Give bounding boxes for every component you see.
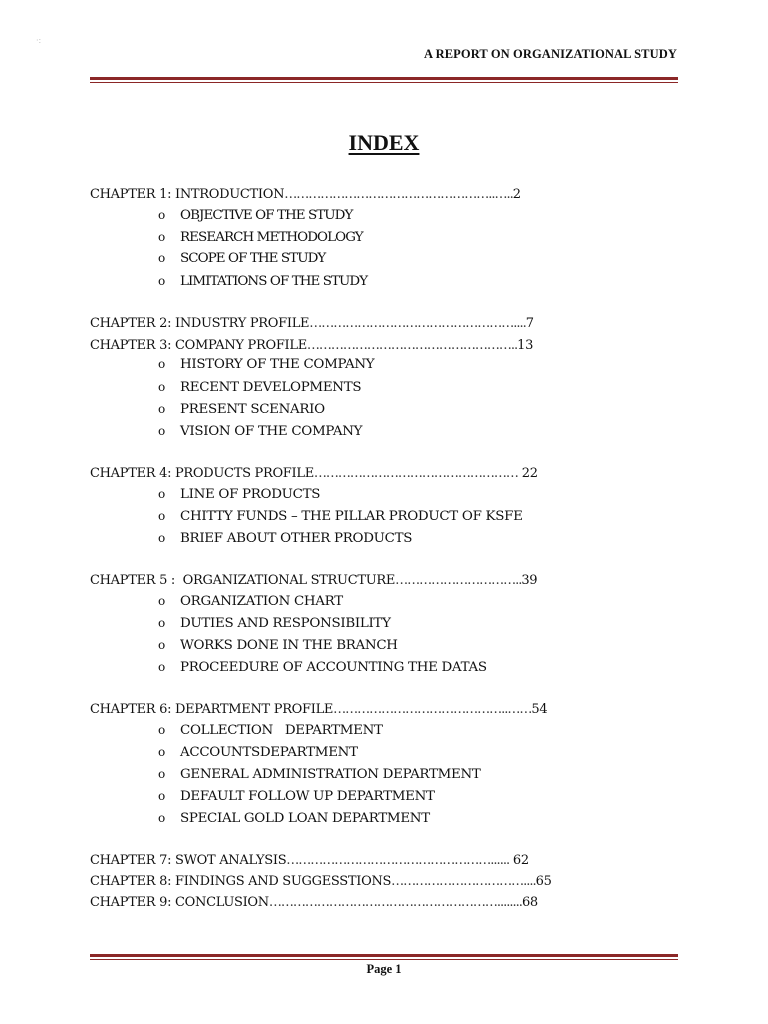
toc-item[interactable]: o CHITTY FUNDS – THE PILLAR PRODUCT OF KSFE	[158, 509, 523, 524]
bullet-icon: o	[158, 380, 165, 394]
toc-chapter-5[interactable]: CHAPTER 5 : ORGANIZATIONAL STRUCTURE…………………………..39	[90, 573, 538, 588]
header-rule	[90, 77, 678, 83]
toc-item[interactable]: o PROCEEDURE OF ACCOUNTING THE DATAS	[158, 660, 487, 675]
toc-chapter-1[interactable]: CHAPTER 1: INTRODUCTION……………………………………………..…..2	[90, 187, 521, 202]
toc-item[interactable]: o ORGANIZATION CHART	[158, 594, 343, 609]
bullet-icon: o	[158, 660, 165, 674]
toc-item[interactable]: o ACCOUNTSDEPARTMENT	[158, 745, 358, 760]
bullet-icon: o	[158, 789, 165, 803]
toc-item[interactable]: o SCOPE OF THE STUDY	[158, 251, 326, 266]
bullet-icon: o	[158, 723, 165, 737]
toc-item[interactable]: o SPECIAL GOLD LOAN DEPARTMENT	[158, 811, 430, 826]
bullet-icon: o	[158, 531, 165, 545]
bullet-icon: o	[158, 230, 165, 244]
running-header: A REPORT ON ORGANIZATIONAL STUDY	[423, 47, 677, 61]
bullet-icon: o	[158, 357, 165, 371]
toc-chapter-2[interactable]: CHAPTER 2: INDUSTRY PROFILE……………………………………………....7	[90, 316, 534, 331]
bullet-icon: o	[158, 594, 165, 608]
toc-item[interactable]: o COLLECTION DEPARTMENT	[158, 723, 383, 738]
toc-chapter-3[interactable]: CHAPTER 3: COMPANY PROFILE……………………………………………..13	[90, 338, 534, 353]
footer-rule	[90, 954, 678, 960]
toc-item[interactable]: o BRIEF ABOUT OTHER PRODUCTS	[158, 531, 413, 546]
toc-chapter-8[interactable]: CHAPTER 8: FINDINGS AND SUGGESSTIONS……………………………....65	[90, 874, 552, 889]
page-title: INDEX	[348, 130, 420, 155]
toc-item[interactable]: o WORKS DONE IN THE BRANCH	[158, 638, 398, 653]
bullet-icon: o	[158, 745, 165, 759]
toc-item[interactable]: o LIMITATIONS OF THE STUDY	[158, 274, 368, 289]
toc-item[interactable]: o RECENT DEVELOPMENTS	[158, 380, 362, 395]
toc-item[interactable]: o LINE OF PRODUCTS	[158, 487, 321, 502]
page-number: Page 1	[366, 962, 402, 976]
bullet-icon: o	[158, 208, 165, 222]
bullet-icon: o	[158, 402, 165, 416]
scan-speck: ·:	[36, 36, 42, 45]
bullet-icon: o	[158, 274, 165, 288]
toc-chapter-9[interactable]: CHAPTER 9: CONCLUSION…………………………………………………........68	[90, 895, 538, 910]
toc-chapter-7[interactable]: CHAPTER 7: SWOT ANALYSIS……………………………………………...... 62	[90, 853, 529, 868]
toc-item[interactable]: o HISTORY OF THE COMPANY	[158, 357, 375, 372]
toc-item[interactable]: o OBJECTIVE OF THE STUDY	[158, 208, 353, 223]
bullet-icon: o	[158, 424, 165, 438]
toc-item[interactable]: o PRESENT SCENARIO	[158, 402, 325, 417]
toc-item[interactable]: o DEFAULT FOLLOW UP DEPARTMENT	[158, 789, 435, 804]
bullet-icon: o	[158, 811, 165, 825]
toc-item[interactable]: o DUTIES AND RESPONSIBILITY	[158, 616, 391, 631]
bullet-icon: o	[158, 487, 165, 501]
toc-chapter-4[interactable]: CHAPTER 4: PRODUCTS PROFILE…………………………………………… 22	[90, 466, 538, 481]
toc-item[interactable]: o VISION OF THE COMPANY	[158, 424, 363, 439]
toc-chapter-6[interactable]: CHAPTER 6: DEPARTMENT PROFILE……………………………………..……54	[90, 702, 548, 717]
bullet-icon: o	[158, 251, 165, 265]
bullet-icon: o	[158, 509, 165, 523]
toc-item[interactable]: o GENERAL ADMINISTRATION DEPARTMENT	[158, 767, 481, 782]
toc-item[interactable]: o RESEARCH METHODOLOGY	[158, 230, 363, 245]
bullet-icon: o	[158, 616, 165, 630]
bullet-icon: o	[158, 767, 165, 781]
bullet-icon: o	[158, 638, 165, 652]
